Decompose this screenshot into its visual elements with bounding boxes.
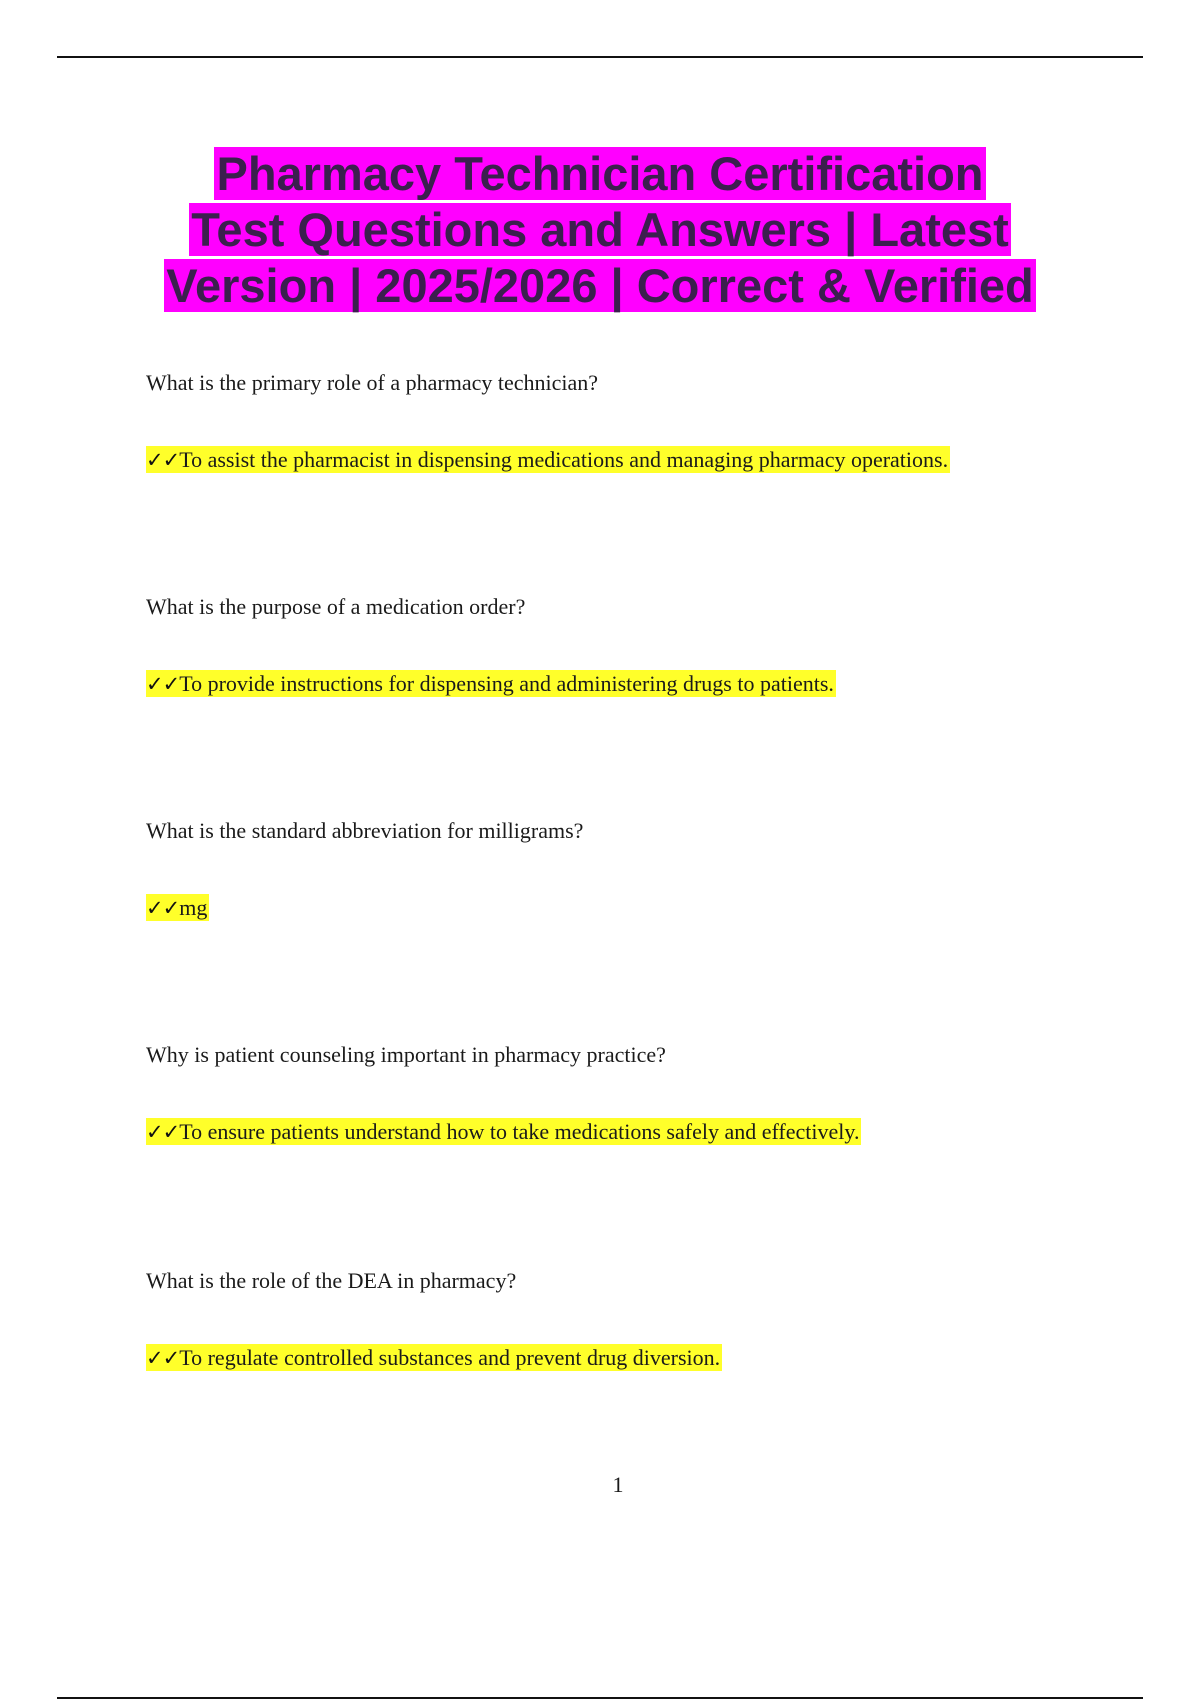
answer-text: ✓✓To ensure patients understand how to take medications safely and effectively.	[146, 1119, 860, 1144]
question-text: What is the primary role of a pharmacy technician?	[146, 370, 599, 395]
header-rule	[57, 56, 1143, 58]
page-number: 1	[612, 1472, 624, 1497]
document-title	[0, 146, 1200, 314]
double-check-icon: ✓✓	[146, 448, 180, 472]
answer-text: ✓✓To provide instructions for dispensing and administering drugs to patients.	[146, 671, 834, 696]
double-check-icon: ✓✓	[146, 1346, 180, 1370]
answer-text: ✓✓mg	[146, 895, 208, 920]
answer-text: ✓✓To regulate controlled substances and prevent drug diversion.	[146, 1345, 721, 1370]
title-line-3: Version | 2025/2026 | Correct & Verified	[166, 259, 1034, 312]
question-text: What is the standard abbreviation for milligrams?	[146, 818, 584, 843]
double-check-icon: ✓✓	[146, 896, 180, 920]
qa-item-5	[146, 1267, 1106, 1370]
title-line-1: Pharmacy Technician Certification	[216, 147, 984, 200]
double-check-icon: ✓✓	[146, 672, 180, 696]
double-check-icon: ✓✓	[146, 1120, 180, 1144]
qa-item-4	[146, 1041, 1106, 1144]
qa-item-1	[146, 369, 1106, 472]
qa-item-2	[146, 593, 1106, 696]
question-text: What is the role of the DEA in pharmacy?	[146, 1268, 517, 1293]
title-line-2: Test Questions and Answers | Latest	[191, 203, 1009, 256]
footer-rule	[57, 1697, 1143, 1699]
question-text: What is the purpose of a medication order?	[146, 594, 526, 619]
question-text: Why is patient counseling important in pharmacy practice?	[146, 1042, 666, 1067]
qa-item-3	[146, 817, 1106, 920]
answer-text: ✓✓To assist the pharmacist in dispensing medications and managing pharmacy operations.	[146, 447, 949, 472]
